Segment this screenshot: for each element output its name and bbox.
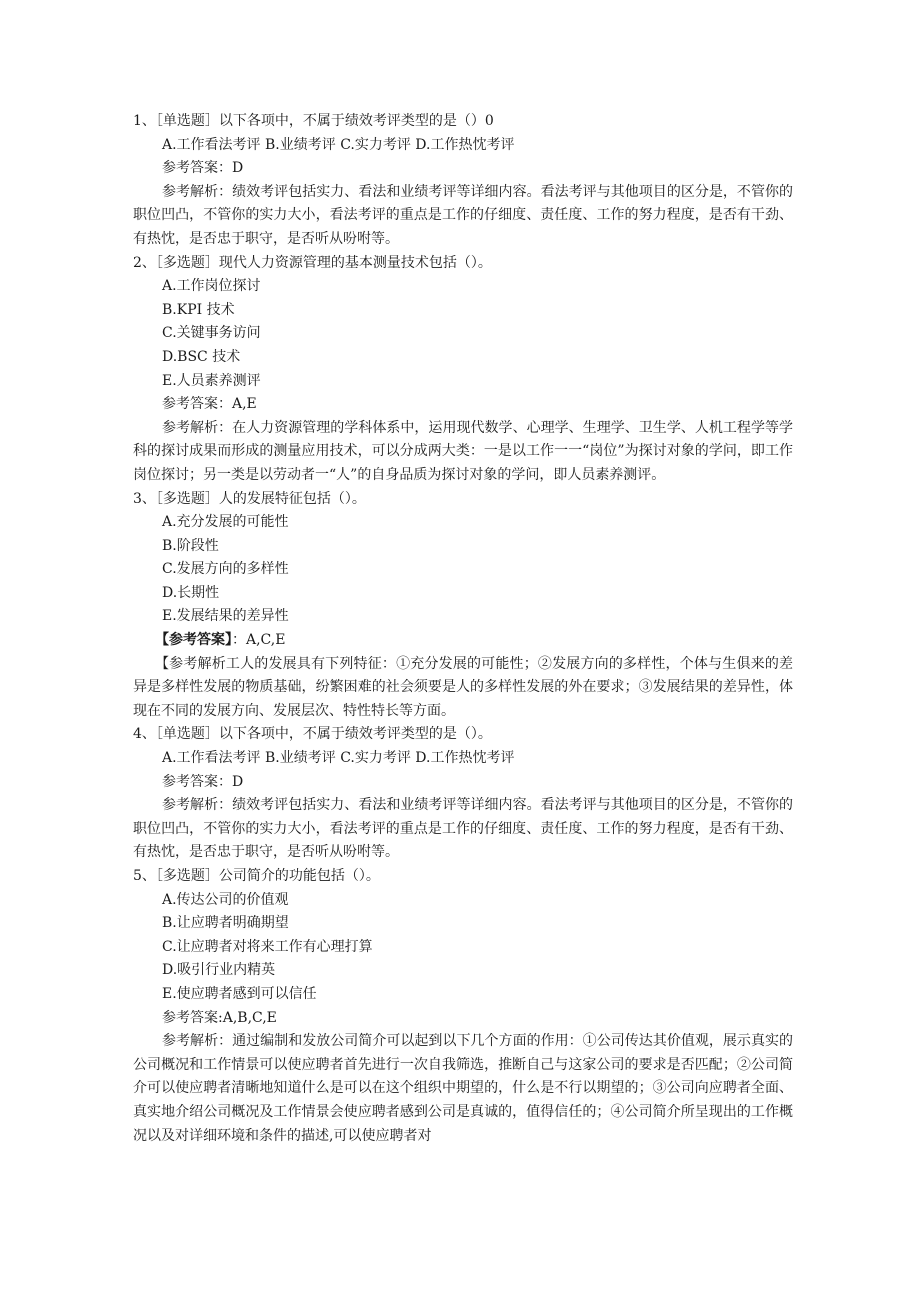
question-stem: 1、［单选题］以下各项中，不属于绩效考评类型的是（）0: [133, 113, 494, 129]
explanation: 参考解析：绩效考评包括实力、看法和业绩考评等详细内容。看法考评与其他项目的区分是，不管你的职位凹凸，不管你的实力大小，看法考评的重点是工作的仔细度、责任度、工作的努力程度，是否有干劲、有热忱，是否忠于职守，是否听从吩咐等。: [133, 183, 793, 247]
answer: 参考答案:A,B,C,E: [162, 1009, 277, 1026]
question-2: [133, 252, 793, 488]
question-stem: 4、［单选题］以下各项中，不属于绩效考评类型的是（）。: [133, 726, 492, 743]
option-line: A.工作看法考评 B.业绩考评 C.实力考评 D.工作热忱考评: [162, 750, 515, 767]
question-5: [133, 865, 793, 1148]
answer: 参考答案：A,E: [162, 396, 257, 413]
question-3: [133, 488, 793, 724]
option: E.使应聘者感到可以信任: [162, 985, 317, 1002]
explanation: 参考解析：绩效考评包括实力、看法和业绩考评等详细内容。看法考评与其他项目的区分是，不管你的职位凹凸，不管你的实力大小，看法考评的重点是工作的仔细度、责任度、工作的努力程度，是否有干劲、有热忱，是否忠于职守，是否听从吩咐等。: [133, 797, 793, 861]
answer: 参考答案：D: [162, 773, 244, 790]
option: B.KPI 技术: [162, 301, 235, 318]
option: E.人员素养测评: [162, 372, 261, 389]
question-stem: 5、［多选题］公司简介的功能包括（）。: [133, 868, 380, 884]
answer: [133, 629, 793, 653]
option: D.BSC 技术: [162, 348, 241, 365]
answer-label: 【参考答案】: [155, 632, 232, 649]
option: B.阶段性: [162, 537, 219, 554]
question-stem: 2、［多选题］现代人力资源管理的基本测量技术包括（）。: [133, 254, 492, 271]
option: A.传达公司的价值观: [162, 891, 289, 908]
explanation: 【参考解析工人的发展具有下列特征：①充分发展的可能性；②发展方向的多样性，个体与生俱来的差异是多样性发展的物质基础，纷繁困难的社会须要是人的多样性发展的外在要求；③发展结果的差异性，体现在不同的发展方向、发展层次、特性特长等方面。: [133, 655, 793, 719]
option: C.让应聘者对将来工作有心理打算: [162, 938, 373, 955]
explanation: 参考解析：在人力资源管理的学科体系中，运用现代数学、心理学、生理学、卫生学、人机工程学等学科的探讨成果而形成的测量应用技术，可以分成两大类：一是以工作一一“岗位”为探讨对象的学问，即工作岗位探讨；另一类是以劳动者一“人”的自身品质为探讨对象的学问，即人员素养测评。: [133, 419, 793, 483]
answer: 参考答案：D: [162, 160, 244, 177]
option: D.长期性: [162, 584, 220, 601]
question-4: [133, 723, 793, 865]
question-1: [133, 110, 793, 252]
option: A.充分发展的可能性: [162, 514, 289, 531]
option: D.吸引行业内精英: [162, 962, 276, 979]
option: A.工作岗位探讨: [162, 278, 261, 295]
option: C.关键事务访问: [162, 325, 261, 342]
answer-value: ：A,C,E: [232, 632, 286, 649]
option-line: A.工作看法考评 B.业绩考评 C.实力考评 D.工作热忱考评: [162, 136, 515, 153]
option: B.让应聘者明确期望: [162, 915, 289, 932]
option: E.发展结果的差异性: [162, 608, 289, 625]
question-stem: 3、［多选题］人的发展特征包括（）。: [133, 490, 366, 507]
option: C.发展方向的多样性: [162, 561, 289, 578]
document-page: [133, 110, 793, 1148]
explanation: 参考解析：通过编制和发放公司简介可以起到以下几个方面的作用：①公司传达其价值观，展示真实的公司概况和工作情景可以使应聘者首先进行一次自我筛选，推断自己与这家公司的要求是否匹配；②公司简介可以使应聘者清晰地知道什么是可以在这个组织中期望的，什么是不行以期望的；③公司向应聘者全面、真实地介绍公司概况及工作情景会使应聘者感到公司是真诚的，值得信任的；④公司简介所呈现出的工作概况以及对详细环境和条件的描述,可以使应聘者对: [133, 1033, 793, 1144]
